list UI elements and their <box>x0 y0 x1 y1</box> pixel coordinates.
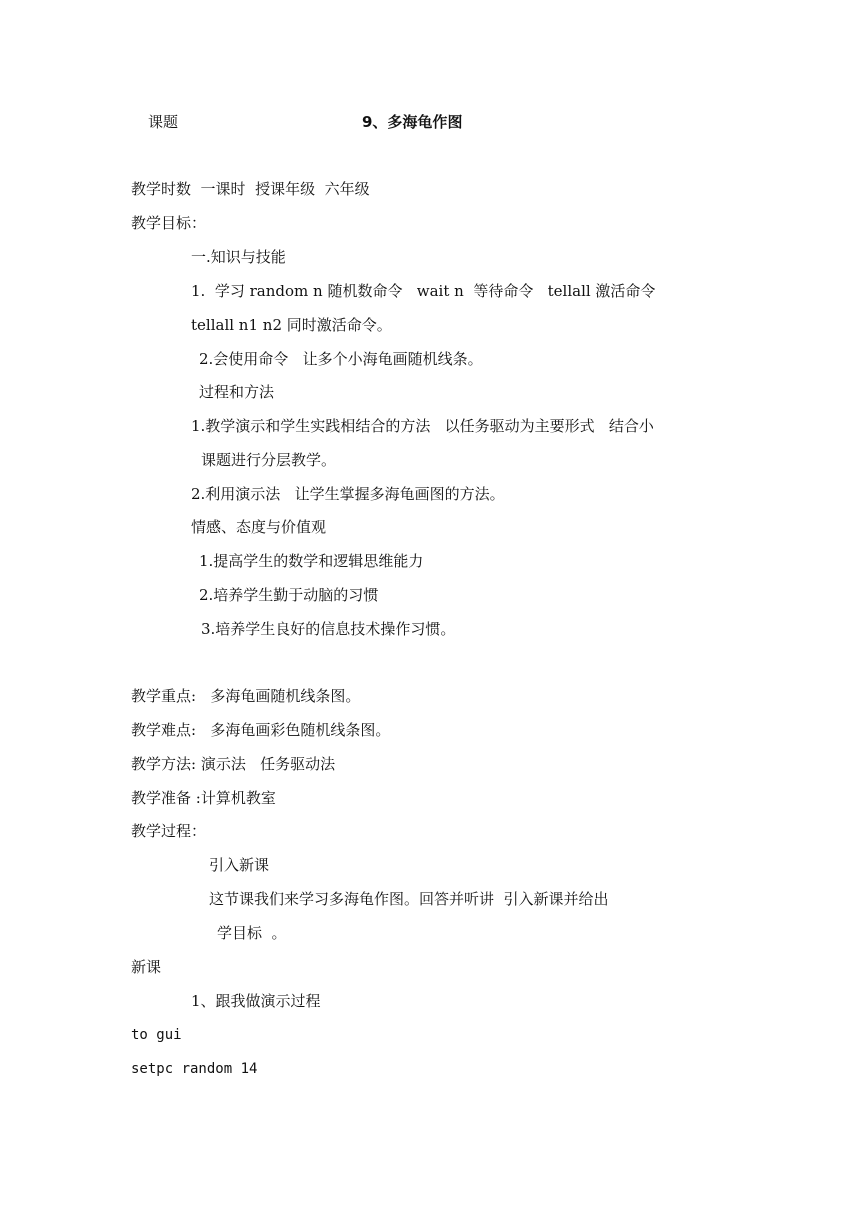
objective-item-1-line-1: 1. 学习 random n 随机数命令 wait n 等待命令 tellall 激活命令 <box>191 282 656 300</box>
new-lesson-heading: 新课 <box>131 958 162 976</box>
lesson-title: 9、多海龟作图 <box>362 113 463 131</box>
intro-line-1: 这节课我们来学习多海龟作图。回答并听讲 引入新课并给出 <box>209 890 609 908</box>
code-line-1: to gui <box>131 1027 182 1043</box>
step-1: 1、跟我做演示过程 <box>191 992 321 1010</box>
teaching-preparation: 教学准备 :计算机教室 <box>131 789 276 807</box>
section-process-methods: 过程和方法 <box>199 383 275 401</box>
objectives-heading: 教学目标： <box>131 214 207 232</box>
code-line-2: setpc random 14 <box>131 1061 258 1077</box>
objective-item-3-line-1: 1.教学演示和学生实践相结合的方法 以任务驱动为主要形式 结合小 <box>191 417 654 435</box>
teaching-method: 教学方法: 演示法 任务驱动法 <box>131 755 336 773</box>
info-line: 教学时数 一课时 授课年级 六年级 <box>131 180 370 198</box>
intro-line-2: 学目标 。 <box>217 924 287 942</box>
section-attitude-values: 情感、态度与价值观 <box>191 518 327 536</box>
lesson-label: 课题 <box>148 113 179 131</box>
key-point: 教学重点: 多海龟画随机线条图。 <box>131 687 361 705</box>
objective-item-1-line-2: tellall n1 n2 同时激活命令。 <box>191 316 392 334</box>
objective-item-7: 3.培养学生良好的信息技术操作习惯。 <box>201 620 456 638</box>
objective-item-5: 1.提高学生的数学和逻辑思维能力 <box>199 552 424 570</box>
objective-item-6: 2.培养学生勤于动脑的习惯 <box>199 586 379 604</box>
section-knowledge-skills: 一.知识与技能 <box>191 248 286 266</box>
process-heading: 教学过程： <box>131 822 207 840</box>
objective-item-2: 2.会使用命令 让多个小海龟画随机线条。 <box>199 350 483 368</box>
objective-item-4: 2.利用演示法 让学生掌握多海龟画图的方法。 <box>191 485 505 503</box>
objective-item-3-line-2: 课题进行分层教学。 <box>201 451 337 469</box>
intro-heading: 引入新课 <box>209 856 270 874</box>
difficulty: 教学难点: 多海龟画彩色随机线条图。 <box>131 721 391 739</box>
